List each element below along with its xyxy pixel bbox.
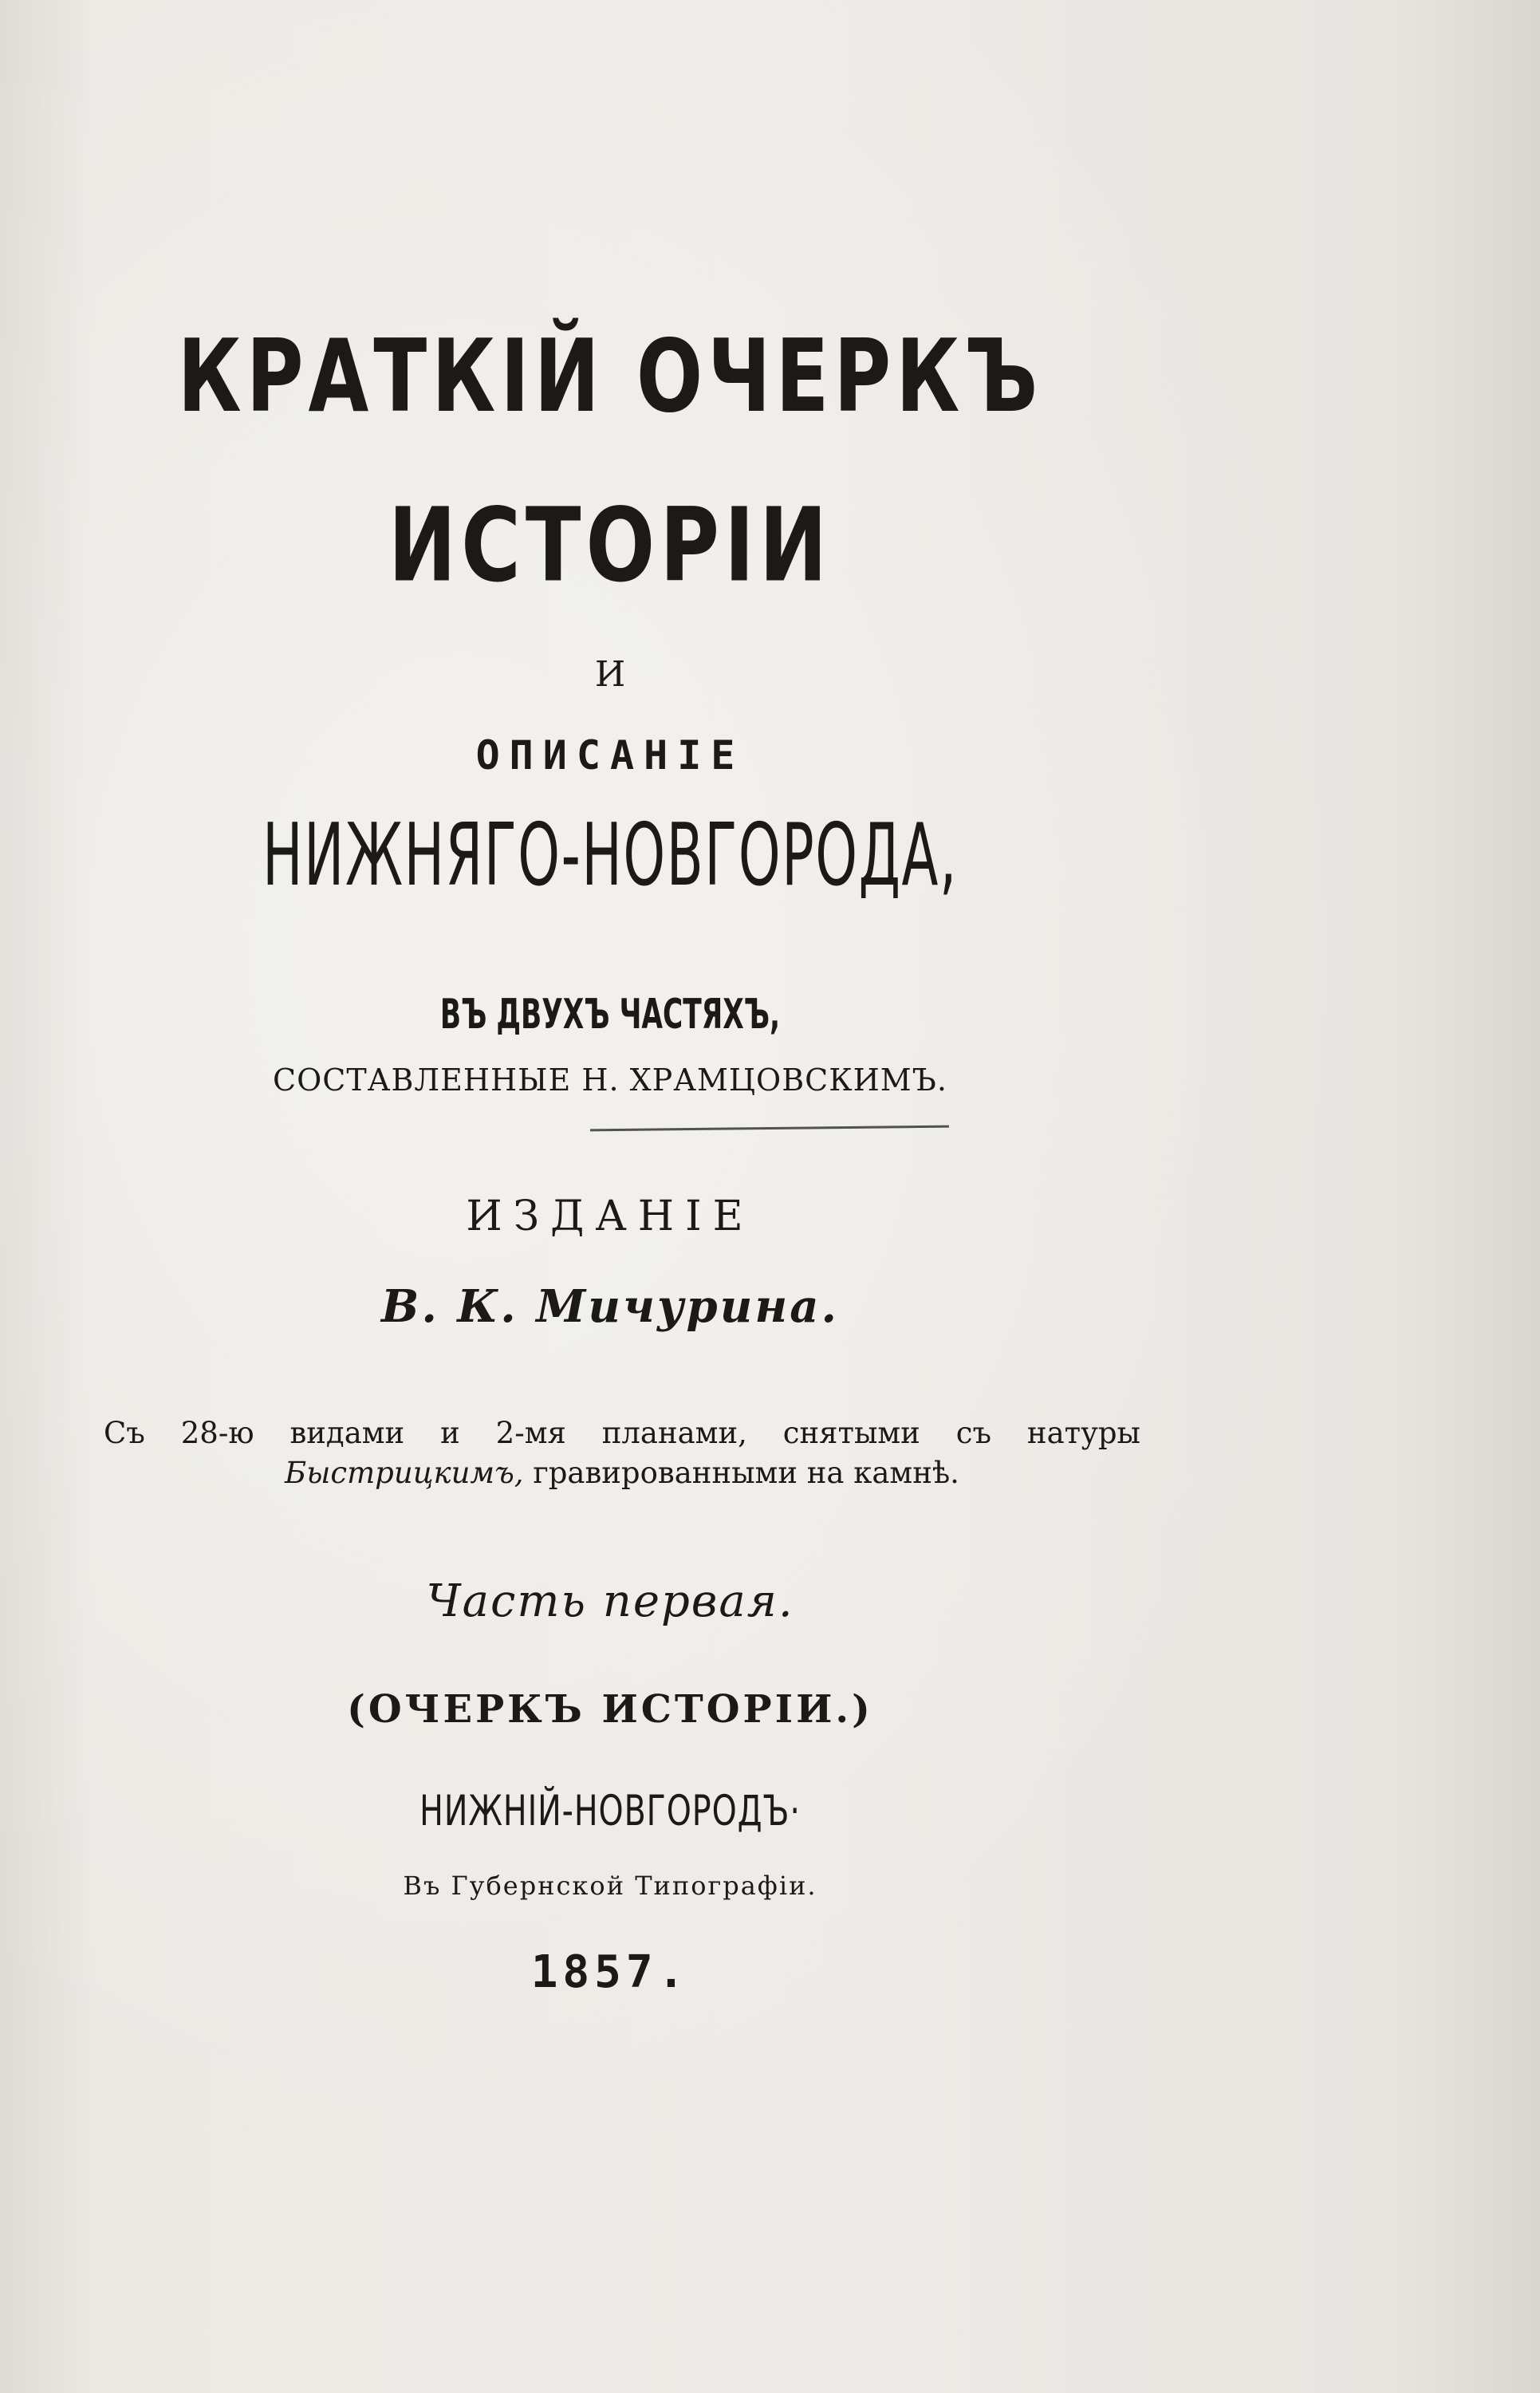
illustrations-prefix: Съ 28-ю видами и 2-мя планами, снятыми съ натуры xyxy=(104,1416,1140,1450)
ink-stroke xyxy=(590,1126,949,1132)
conjunction: И xyxy=(594,654,626,695)
imprint-city: НИЖНІЙ-НОВГОРОДЪ· xyxy=(419,1787,801,1836)
illustrations-suffix: гравированными на камнѣ. xyxy=(533,1456,959,1490)
illustrations-note xyxy=(104,1413,1140,1493)
compiler-line: СОСТАВЛЕННЫЕ Н. ХРАМЦОВСКИМЪ. xyxy=(273,1062,947,1098)
subtitle-line-1: ОПИСАНІЕ xyxy=(475,732,745,779)
illustrator-name: Быстрицкимъ, xyxy=(285,1456,524,1490)
part-label: Часть первая. xyxy=(426,1575,794,1627)
title-line-1: КРАТКІЙ ОЧЕРКЪ xyxy=(177,319,1043,436)
imprint-year: 1857. xyxy=(530,1946,690,1998)
edition-label: ИЗДАНІЕ xyxy=(466,1193,754,1240)
imprint-printer: Въ Губернской Типографіи. xyxy=(403,1871,817,1901)
publisher-name: В. К. Мичурина. xyxy=(381,1280,839,1333)
parts-line: ВЪ ДВУХЪ ЧАСТЯХЪ, xyxy=(439,991,781,1039)
subtitle-line-2: НИЖНЯГО-НОВГОРОДА, xyxy=(262,806,958,905)
part-title: (ОЧЕРКЪ ИСТОРІИ.) xyxy=(347,1687,873,1732)
title-line-2: ИСТОРІИ xyxy=(388,487,833,605)
